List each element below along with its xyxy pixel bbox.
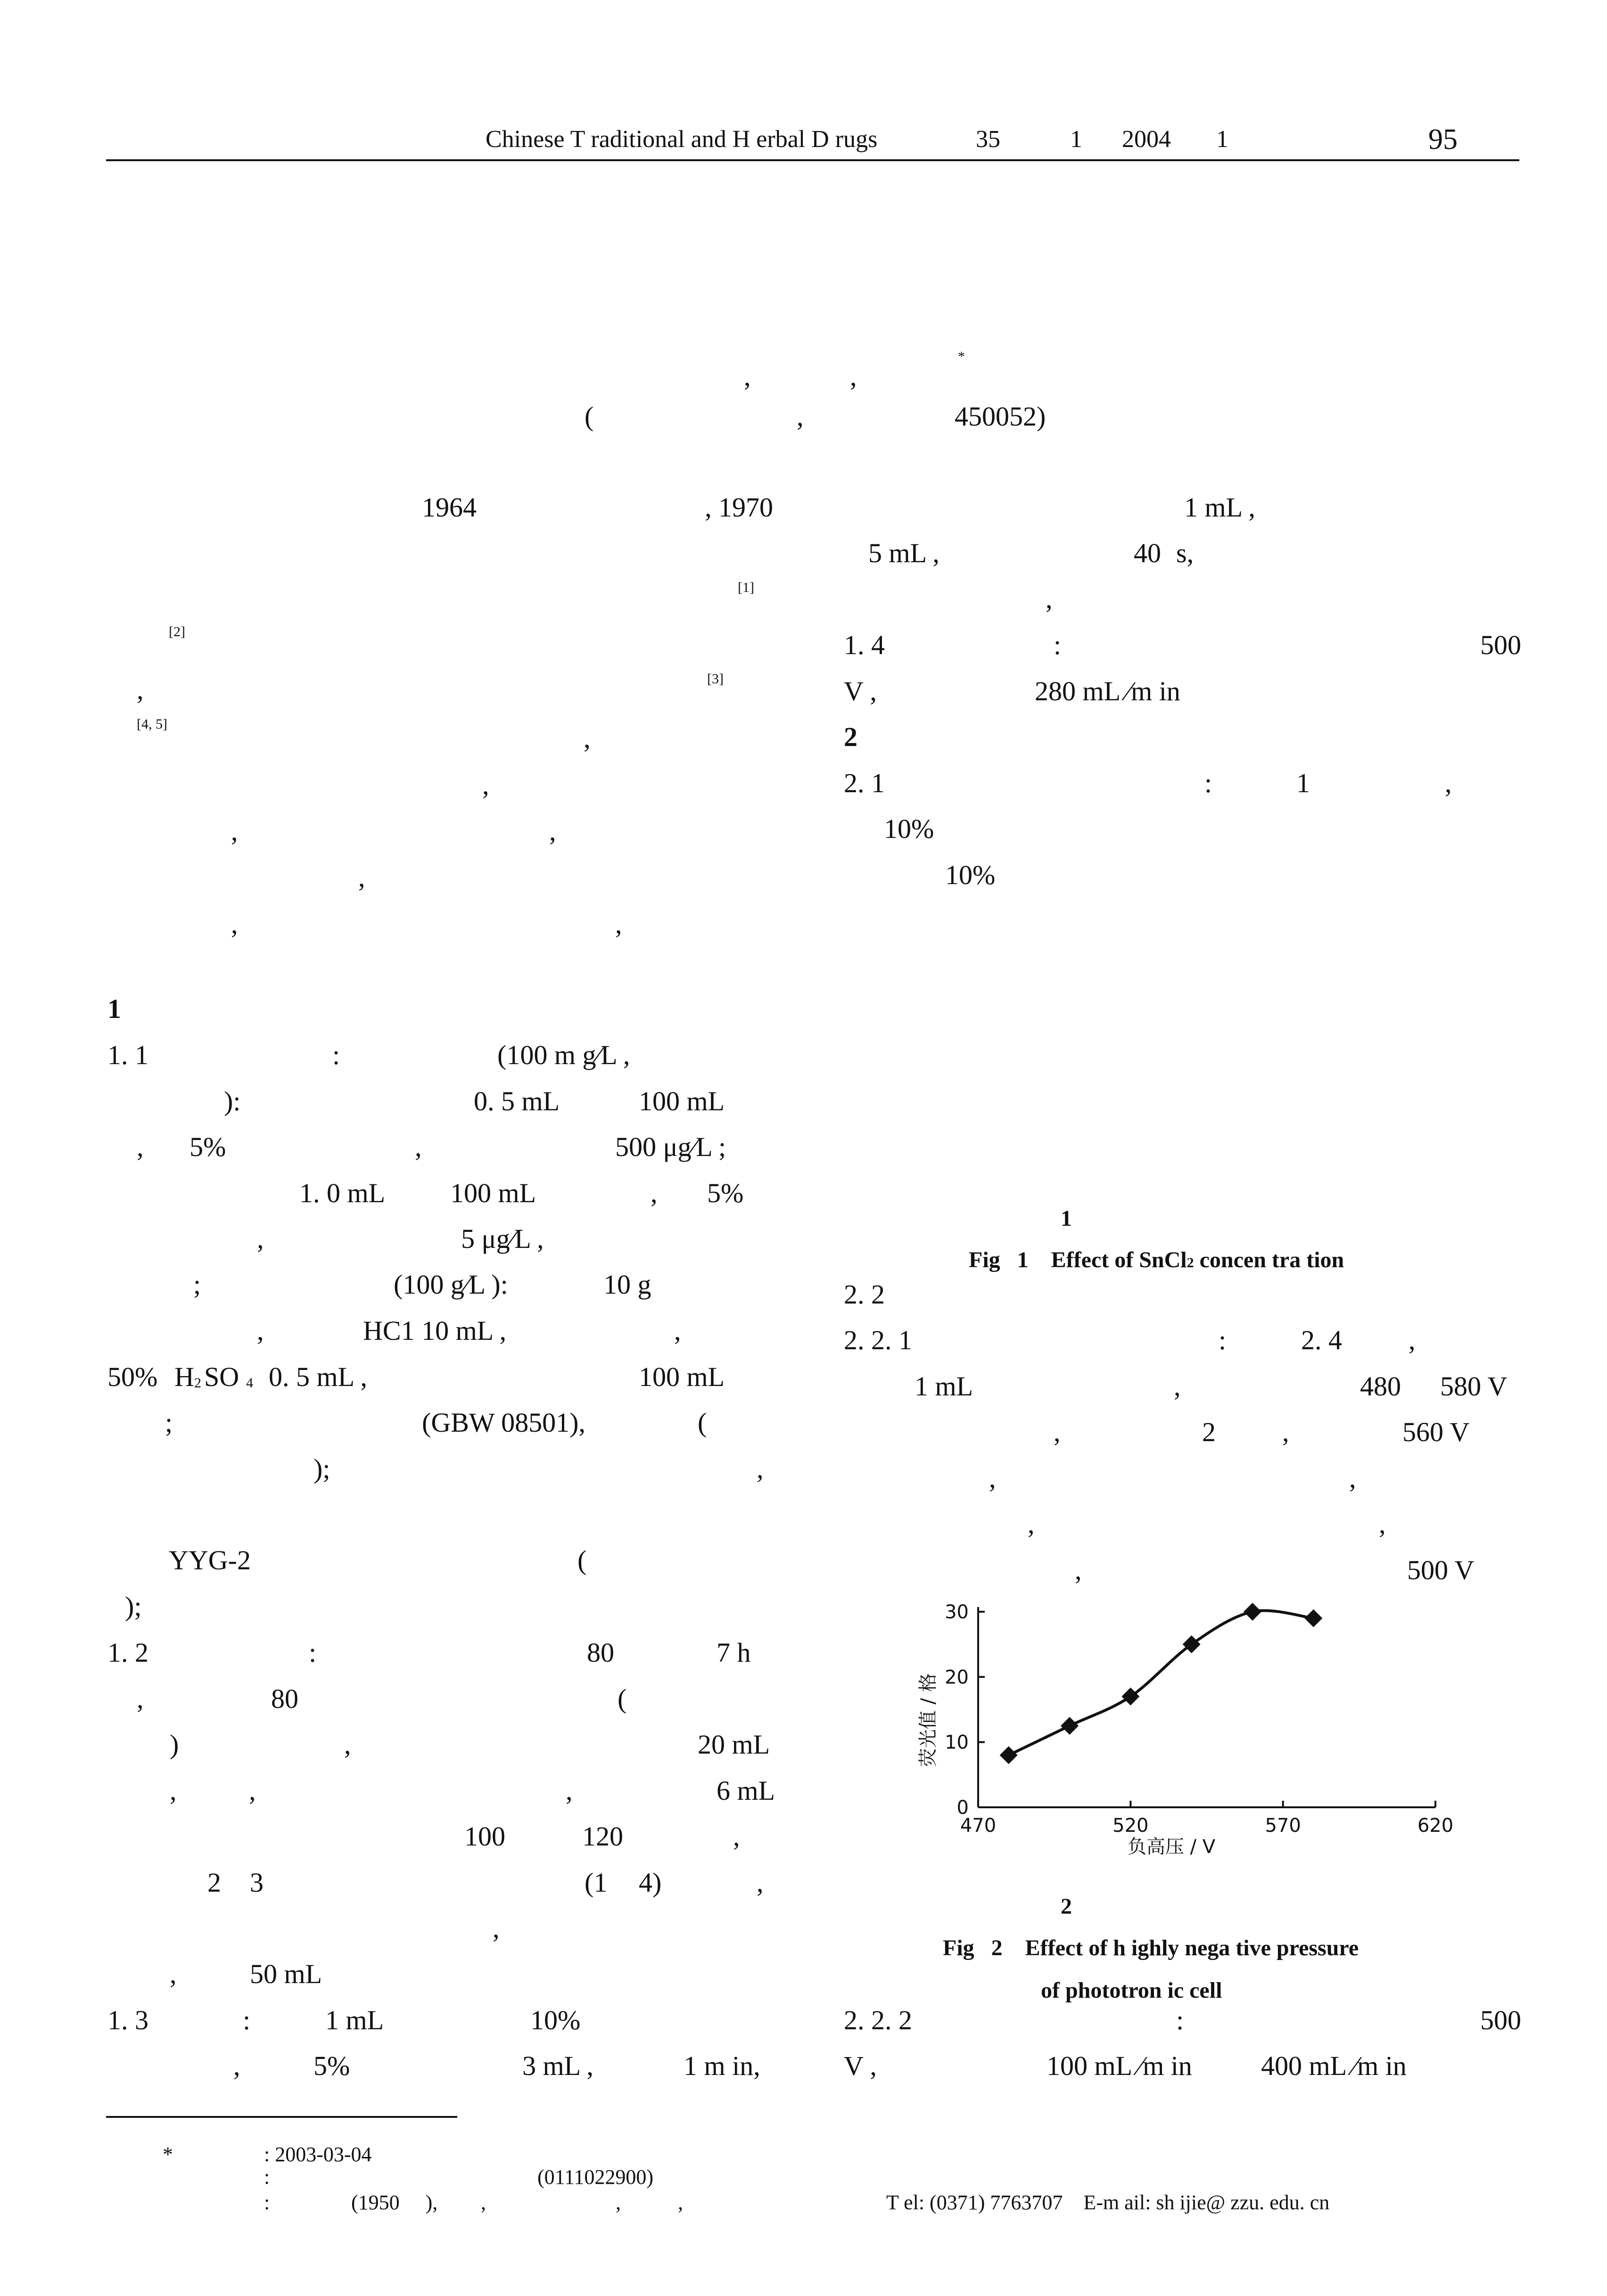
left-text: 6 mL xyxy=(717,1775,775,1806)
subsection-number: 2. 2. 2 xyxy=(844,2005,912,2035)
right-text: V , xyxy=(844,2050,877,2081)
left-text: 1964 xyxy=(422,492,477,523)
left-text: , xyxy=(344,1729,351,1760)
right-text: : xyxy=(1219,1325,1227,1355)
byline-comma: , xyxy=(744,361,751,392)
left-text: 4) xyxy=(639,1867,662,1898)
left-text: , xyxy=(615,909,622,939)
y-axis-label: 荧光值 / 格 xyxy=(917,1673,939,1767)
right-text: 2 xyxy=(1202,1417,1216,1447)
month: 1 xyxy=(1216,126,1228,153)
left-text: , xyxy=(231,909,238,939)
left-text: , xyxy=(231,816,238,846)
section-heading: 2 xyxy=(844,722,857,752)
left-text: 5% xyxy=(190,1132,226,1162)
left-text: , xyxy=(482,770,489,800)
right-text: , xyxy=(1075,1555,1082,1585)
subsection-number: 1. 1 xyxy=(107,1040,148,1070)
left-text: 10% xyxy=(530,2005,581,2035)
series-line xyxy=(1009,1611,1314,1755)
right-text: 5 mL , xyxy=(868,538,939,568)
subsection-number: 1. 4 xyxy=(844,630,885,660)
left-text: 1 m in, xyxy=(684,2050,760,2081)
right-text: , xyxy=(1028,1509,1035,1539)
volume: 35 xyxy=(976,126,1000,153)
left-text: , xyxy=(170,1959,177,1989)
left-text: , 1970 xyxy=(705,492,773,523)
left-text: 500 μg∕L ; xyxy=(615,1132,726,1162)
left-text: , xyxy=(674,1315,681,1346)
instrument-model: YYG-2 xyxy=(169,1545,251,1575)
right-text: 100 mL ∕m in xyxy=(1047,2050,1192,2081)
right-text: 400 mL ∕m in xyxy=(1261,2050,1407,2081)
negative-pressure-chart xyxy=(896,1579,1461,1871)
citation: [3] xyxy=(707,671,724,687)
left-text: , xyxy=(651,1178,658,1208)
fund-colon: : xyxy=(264,2165,270,2189)
left-text: ): xyxy=(224,1086,241,1116)
left-text: 20 mL xyxy=(698,1729,770,1760)
subsection-number: 2. 1 xyxy=(844,768,885,798)
left-text: , xyxy=(358,862,365,893)
left-text: , xyxy=(549,816,556,846)
right-text: 2. 4 xyxy=(1301,1325,1342,1355)
author-birth-year: (1950 ), xyxy=(351,2191,438,2214)
subscript: 2 xyxy=(194,1375,201,1391)
left-text: , xyxy=(566,1775,573,1806)
figure1-number: 1 xyxy=(1061,1206,1072,1231)
left-text: , xyxy=(233,2050,240,2081)
left-text: 7 h xyxy=(717,1637,751,1668)
fund-number: (0111022900) xyxy=(537,2165,654,2189)
left-text: 5% xyxy=(707,1178,744,1208)
left-text: : xyxy=(332,1040,340,1070)
left-text: (1 xyxy=(585,1867,608,1898)
x-tick-label: 470 xyxy=(960,1815,997,1837)
issue: 1 xyxy=(1070,126,1082,153)
subsection-number: 1. 3 xyxy=(107,2005,148,2035)
left-text: , xyxy=(493,1913,500,1943)
left-text: 1 mL xyxy=(325,2005,384,2035)
author-contact: T el: (0371) 7763707 E-m ail: sh ijie@ zzu. edu. cn xyxy=(886,2191,1330,2214)
author-commas: , , , xyxy=(481,2191,683,2214)
chart-series xyxy=(1000,1603,1323,1764)
right-text: 480 xyxy=(1360,1371,1401,1402)
right-text: : xyxy=(1176,2005,1184,2035)
left-text: ( xyxy=(698,1407,707,1438)
left-text: 100 mL xyxy=(639,1086,725,1116)
right-text: V , xyxy=(844,676,877,706)
right-text: , xyxy=(1046,583,1053,614)
right-text: 10% xyxy=(945,860,996,890)
right-text: , xyxy=(989,1463,996,1493)
left-text: (GBW 08501), xyxy=(422,1407,585,1438)
data-point-diamond xyxy=(1061,1717,1079,1735)
left-text: 5 μg∕L , xyxy=(461,1223,544,1254)
author-star: * xyxy=(958,349,965,364)
left-text: , xyxy=(137,674,144,705)
left-text: , xyxy=(257,1315,264,1346)
subsection-number: 2. 2 xyxy=(844,1279,885,1310)
left-text: 0. 5 mL xyxy=(474,1086,560,1116)
right-text: 10% xyxy=(884,813,934,844)
left-text: ); xyxy=(125,1591,142,1622)
subscript: 4 xyxy=(246,1375,253,1391)
figure1-caption-subscript: 2 xyxy=(1187,1255,1194,1271)
chart-axes xyxy=(978,1607,1435,1807)
citation: [1] xyxy=(738,580,754,595)
year: 2004 xyxy=(1122,126,1171,153)
left-text: 80 xyxy=(587,1637,614,1668)
left-text: 1. 0 mL xyxy=(299,1178,386,1208)
right-text: , xyxy=(1349,1463,1356,1493)
right-text: 1 mL xyxy=(915,1371,973,1402)
left-text: ( xyxy=(577,1545,587,1575)
left-text: 0. 5 mL , xyxy=(269,1361,367,1392)
left-text: 100 mL xyxy=(450,1178,536,1208)
author-colon: : xyxy=(264,2191,270,2214)
left-text: , xyxy=(757,1867,764,1898)
y-tick-label: 20 xyxy=(945,1666,969,1689)
right-text: 40 xyxy=(1134,538,1161,568)
left-text: 2 xyxy=(207,1867,221,1898)
figure1-caption xyxy=(969,1249,1344,1271)
right-text: s, xyxy=(1176,538,1194,568)
left-text: , xyxy=(137,1132,144,1162)
right-text: 560 V xyxy=(1402,1417,1470,1447)
right-text: 580 V xyxy=(1440,1371,1508,1402)
left-text: 10 g xyxy=(603,1269,651,1300)
data-point-diamond xyxy=(1244,1603,1261,1621)
left-text: 50% xyxy=(107,1361,158,1392)
chart-ticks xyxy=(945,1601,1453,1837)
right-text: : xyxy=(1054,630,1062,660)
left-text: ; xyxy=(193,1269,201,1300)
left-text: 50 mL xyxy=(250,1959,322,1989)
right-text: , xyxy=(1379,1509,1386,1539)
journal-name: Chinese T raditional and H erbal D rugs xyxy=(486,126,878,153)
header-rule xyxy=(106,159,1519,161)
figure2-caption-line2: of phototron ic cell xyxy=(1041,1978,1222,2003)
left-text: H xyxy=(174,1361,194,1392)
left-text: ) xyxy=(170,1729,179,1760)
right-text: , xyxy=(1054,1417,1061,1447)
right-text: 280 mL ∕m in xyxy=(1035,676,1180,706)
y-tick-label: 10 xyxy=(945,1731,969,1754)
affiliation-paren: ( xyxy=(585,401,594,432)
left-text: 100 mL xyxy=(639,1361,725,1392)
left-text: (100 m g∕L , xyxy=(497,1040,630,1070)
left-text: : xyxy=(309,1637,317,1668)
left-text: ; xyxy=(165,1407,173,1438)
y-tick-label: 0 xyxy=(956,1797,969,1819)
left-text: , xyxy=(415,1132,422,1162)
left-text: HC1 10 mL , xyxy=(363,1315,506,1346)
figure2-caption-line1: Fig 2 Effect of h ighly nega tive pressure xyxy=(943,1935,1359,1960)
footnote-rule xyxy=(106,2116,457,2118)
left-text: , xyxy=(733,1821,740,1852)
figure1-caption-tail: concen tra tion xyxy=(1194,1247,1344,1272)
page-number: 95 xyxy=(1428,123,1458,156)
left-text: ); xyxy=(313,1453,330,1484)
left-text: , xyxy=(757,1453,764,1484)
left-text: 100 xyxy=(464,1821,505,1852)
left-text: SO xyxy=(204,1361,239,1392)
y-tick-label: 30 xyxy=(945,1601,969,1623)
left-text: 3 mL , xyxy=(522,2050,593,2081)
left-text: (100 g∕L ): xyxy=(394,1269,508,1300)
right-text: , xyxy=(1445,768,1452,798)
left-text: 120 xyxy=(582,1821,623,1852)
left-text: 5% xyxy=(313,2050,350,2081)
subsection-number: 1. 2 xyxy=(107,1637,148,1668)
left-text: , xyxy=(249,1775,256,1806)
left-text: 80 xyxy=(271,1683,298,1714)
x-tick-label: 570 xyxy=(1265,1815,1301,1837)
right-text: 500 V xyxy=(1407,1555,1475,1585)
left-text: , xyxy=(584,723,591,754)
right-text: : xyxy=(1204,768,1212,798)
right-text: , xyxy=(1174,1371,1181,1402)
left-text: , xyxy=(170,1775,177,1806)
x-tick-label: 620 xyxy=(1417,1815,1454,1837)
figure2-number: 2 xyxy=(1061,1894,1072,1919)
right-text: 1 xyxy=(1296,768,1310,798)
data-point-diamond xyxy=(1000,1746,1018,1764)
byline-comma: , xyxy=(850,361,857,392)
right-text: , xyxy=(1282,1417,1289,1447)
x-tick-label: 520 xyxy=(1113,1815,1149,1837)
x-axis-label: 负高压 / V xyxy=(1127,1836,1216,1858)
right-text: 500 xyxy=(1480,2005,1521,2035)
right-text: , xyxy=(1409,1325,1416,1355)
left-text: , xyxy=(137,1683,144,1714)
figure1-caption-text: Fig 1 Effect of SnCl xyxy=(969,1247,1187,1272)
left-text: 3 xyxy=(250,1867,264,1898)
received-date: : 2003-03-04 xyxy=(264,2143,372,2166)
left-text: , xyxy=(257,1223,264,1254)
section-heading: 1 xyxy=(107,993,121,1024)
right-text: 1 mL , xyxy=(1184,492,1255,523)
left-text: ( xyxy=(618,1683,627,1714)
affiliation-comma: , xyxy=(797,401,804,432)
postcode: 450052) xyxy=(955,401,1046,432)
subsection-number: 2. 2. 1 xyxy=(844,1325,912,1355)
citation: [4, 5] xyxy=(137,716,167,732)
right-text: 500 xyxy=(1480,630,1521,660)
citation: [2] xyxy=(169,624,185,640)
footnote-star: * xyxy=(163,2143,173,2166)
left-text: : xyxy=(243,2005,251,2035)
data-point-diamond xyxy=(1304,1609,1322,1627)
